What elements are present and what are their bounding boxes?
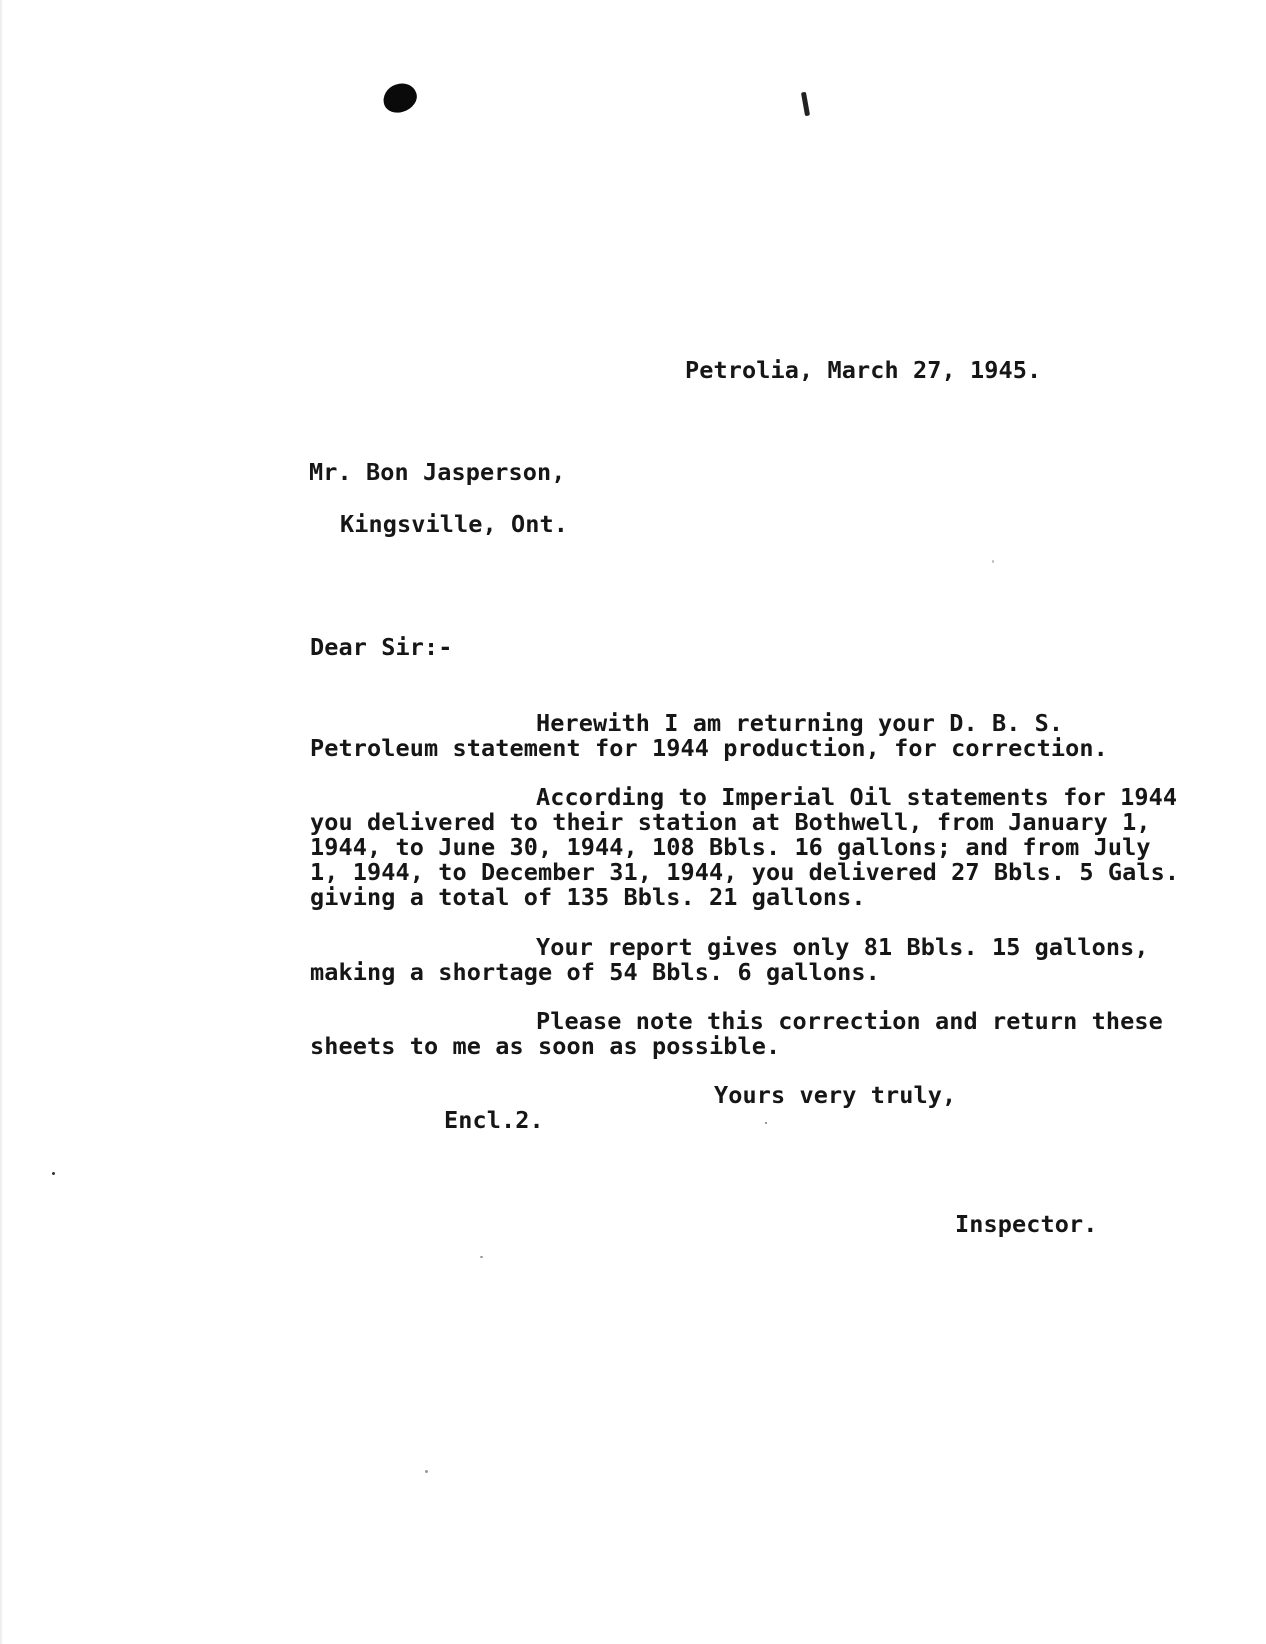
- paragraph-line: sheets to me as soon as possible.: [310, 1032, 781, 1060]
- stray-mark: [801, 92, 810, 117]
- ink-blot: [380, 79, 421, 116]
- enclosure: Encl.2.: [444, 1106, 544, 1134]
- paragraph-line: 1944, to June 30, 1944, 108 Bbls. 16 gallons; and from July: [310, 833, 1151, 861]
- paragraph-line: you delivered to their station at Bothwell, from January 1,: [310, 808, 1151, 836]
- paragraph-line: 1, 1944, to December 31, 1944, you delivered 27 Bbls. 5 Gals.: [310, 858, 1180, 886]
- paragraph-line: making a shortage of 54 Bbls. 6 gallons.: [310, 958, 880, 986]
- place-date: Petrolia, March 27, 1945.: [685, 356, 1042, 384]
- paragraph-line: Herewith I am returning your D. B. S.: [536, 709, 1064, 737]
- speck: [52, 1172, 55, 1175]
- speck: [480, 1256, 483, 1258]
- salutation: Dear Sir:-: [310, 633, 453, 661]
- paragraph-line: According to Imperial Oil statements for 1944: [536, 783, 1178, 811]
- addressee-place: Kingsville, Ont.: [340, 510, 568, 538]
- paragraph-line: giving a total of 135 Bbls. 21 gallons.: [310, 883, 866, 911]
- speck: [992, 560, 994, 563]
- speck: [425, 1470, 428, 1473]
- signature-title: Inspector.: [955, 1210, 1098, 1238]
- addressee-name: Mr. Bon Jasperson,: [309, 458, 566, 486]
- paragraph-line: Please note this correction and return these: [536, 1007, 1163, 1035]
- closing: Yours very truly,: [714, 1081, 957, 1109]
- paragraph-line: Your report gives only 81 Bbls. 15 gallons,: [536, 933, 1149, 961]
- page-edge-shadow: [0, 0, 3, 1644]
- paragraph-line: Petroleum statement for 1944 production, for correction.: [310, 734, 1108, 762]
- speck: [765, 1122, 767, 1124]
